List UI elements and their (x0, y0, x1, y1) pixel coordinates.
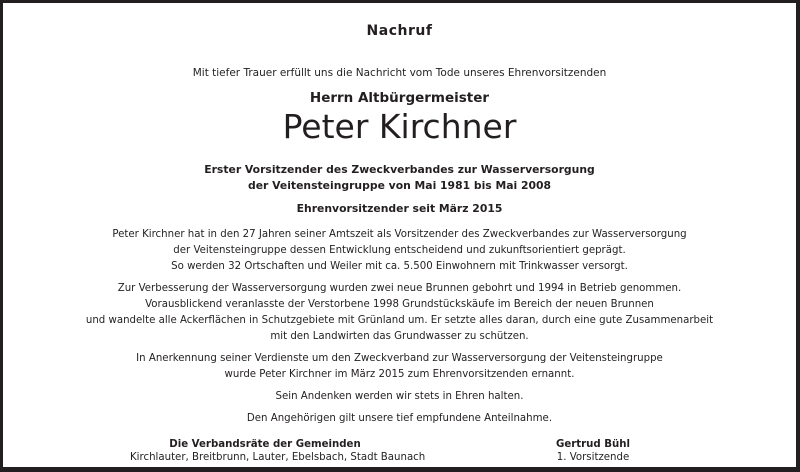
role-line-2: der Veitensteingruppe von Mai 1981 bis Mai 2008 (247, 179, 552, 192)
signature-right-detail: 1. Vorsitzende (556, 452, 630, 463)
paragraph-3-line-2: wurde Peter Kirchner im März 2015 zum Ehrenvorsitzenden ernannt. (224, 369, 575, 380)
role-line-1: Erster Vorsitzender des Zweckverbandes zur Wasserversorgung (204, 163, 595, 176)
paragraph-1-line-3: So werden 32 Ortschaften und Weiler mit ca. 5.500 Einwohnern mit Trinkwasser versorgt. (171, 261, 628, 272)
paragraph-2-line-1: Zur Verbesserung der Wasserversorgung wurden zwei neue Brunnen gebohrt und 1994 in Betrieb genommen. (117, 283, 682, 294)
intro-text: Mit tiefer Trauer erfüllt uns die Nachricht vom Tode unseres Ehrenvorsitzenden (192, 67, 607, 79)
honorary-line: Ehrenvorsitzender seit März 2015 (296, 202, 503, 215)
paragraph-3-line-1: In Anerkennung seiner Verdienste um den Zweckverband zur Wasserversorgung der Veitensteingruppe (136, 353, 663, 364)
paragraph-4: Sein Andenken werden wir stets in Ehren halten. (275, 391, 524, 402)
deceased-name: Peter Kirchner (282, 107, 517, 146)
signature-left-name: Die Verbandsräte der Gemeinden (169, 439, 361, 450)
signature-right (538, 439, 648, 463)
signature-left-detail: Kirchlauter, Breitbrunn, Lauter, Ebelsbach, Stadt Baunach (130, 452, 426, 463)
paragraph-2-line-4: mit den Landwirten das Grundwasser zu schützen. (270, 331, 529, 342)
paragraph-5: Den Angehörigen gilt unsere tief empfundene Anteilnahme. (246, 413, 553, 424)
notice-title: Nachruf (366, 23, 433, 39)
honorific: Herrn Altbürgermeister (309, 90, 490, 106)
paragraph-1-line-1: Peter Kirchner hat in den 27 Jahren seiner Amtszeit als Vorsitzender des Zweckverbandes zur Wasserversorgung (112, 229, 687, 240)
obituary-notice (3, 3, 796, 467)
signature-right-name: Gertrud Bühl (555, 439, 631, 450)
paragraph-2-line-2: Vorausblickend veranlasste der Verstorbene 1998 Grundstückskäufe im Bereich der neuen Brunnen (145, 299, 654, 310)
paragraph-1-line-2: der Veitensteingruppe dessen Entwicklung entscheidend und zukunftsorientiert geprägt. (173, 245, 626, 256)
signature-left (130, 439, 426, 463)
paragraph-2-line-3: und wandelte alle Ackerflächen in Schutzgebiete mit Grünland um. Er setzte alles daran, durch eine gute Zusammenarbeit (85, 315, 714, 326)
